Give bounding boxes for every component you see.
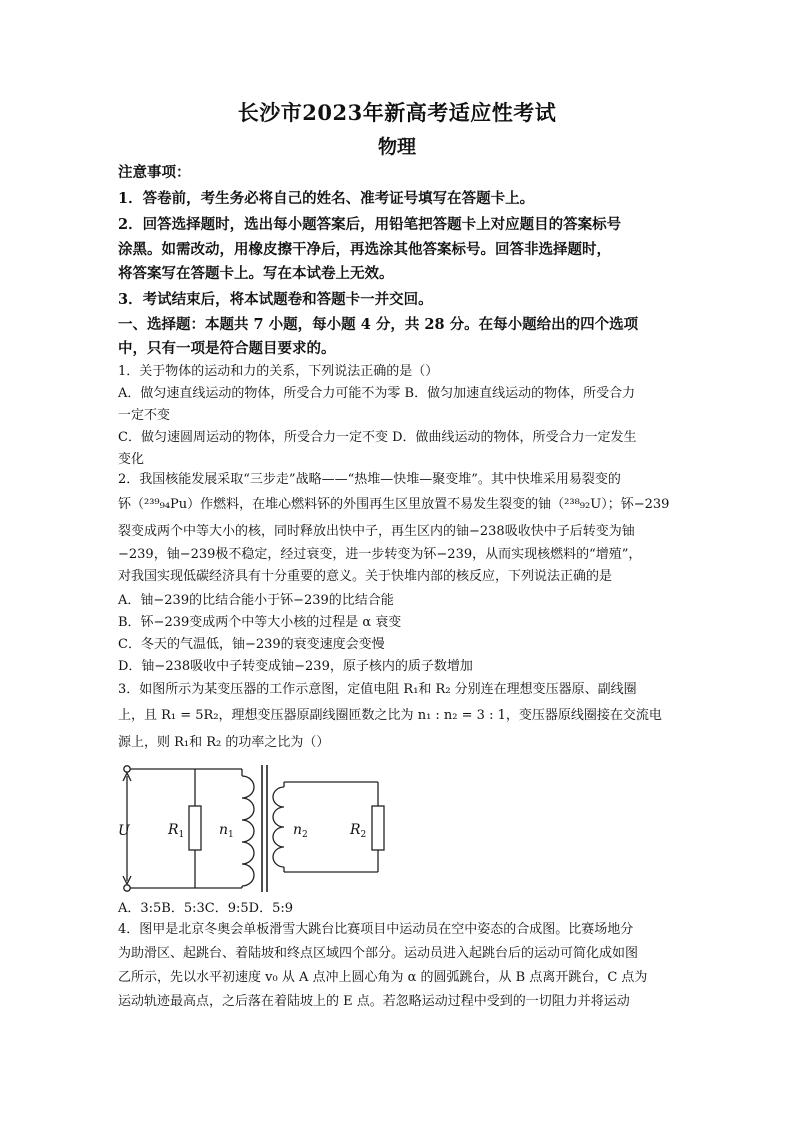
r2-label: $R_2$ xyxy=(350,822,367,840)
question-2-line: −239，铀−239极不稳定，经过衰变，进一步转变为钚−239，从而实现核燃料的“增殖”， xyxy=(118,547,642,562)
question-2-line: 2．我国核能发展采取“三步走”战略——“热堆—快堆—聚变堆”。其中快堆采用易裂变的 xyxy=(118,472,621,487)
question-4-line: 为助滑区、起跳台、着陆坡和终点区域四个部分。运动员进入起跳台后的运动可简化成如图 xyxy=(118,946,639,961)
question-3-line: 3．如图所示为某变压器的工作示意图，定值电阻 R₁和 R₂ 分别连在理想变压器原、副线圈 xyxy=(118,682,637,697)
question-2-line: 对我国实现低碳经济具有十分重要的意义。关于快堆内部的核反应，下列说法正确的是 xyxy=(118,569,613,584)
note-line: 涂黑。如需改动，用橡皮擦干净后，再选涂其他答案标号。回答非选择题时， xyxy=(118,241,611,258)
exam-title: 长沙市2023年新高考适应性考试 xyxy=(237,100,557,125)
section-heading: 中，只有一项是符合题目要求的。 xyxy=(118,340,336,357)
question-2-line: 钚（²³⁹₉₄Pu）作燃料，在堆心燃料钚的外围再生区里放置不易发生裂变的铀（²³⁸₉₂U）；钚−239 xyxy=(118,497,670,512)
primary-coil xyxy=(242,776,254,886)
question-4-line: 乙所示，先以水平初速度 v₀ 从 A 点冲上圆心角为 α 的圆弧跳台，从 B 点离开跳台，C 点为 xyxy=(118,970,648,985)
section-heading: 一、选择题：本题共 7 小题，每小题 4 分，共 28 分。在每小题给出的四个选项 xyxy=(118,316,639,333)
secondary-coil xyxy=(273,787,284,867)
resistor-r2 xyxy=(372,806,384,850)
question-2-line: 裂变成两个中等大小的核，同时释放出快中子，再生区内的铀−238吸收快中子后转变为铀 xyxy=(118,524,635,539)
n1-label: $n_1$ xyxy=(219,822,234,840)
question-2-option: B．钚−239变成两个中等大小核的过程是 α 衰变 xyxy=(118,615,402,630)
terminal-bottom xyxy=(124,885,130,891)
question-2-option: A．铀−239的比结合能小于钚−239的比结合能 xyxy=(118,593,394,608)
question-1-line: C．做匀速圆周运动的物体，所受合力一定不变 D．做曲线运动的物体，所受合力一定发生 xyxy=(118,430,637,445)
question-4-line: 4．图甲是北京冬奥会单板滑雪大跳台比赛项目中运动员在空中姿态的合成图。比赛场地分 xyxy=(118,922,634,937)
question-1-line: 一定不变 xyxy=(118,408,171,423)
question-1-stem: 1．关于物体的运动和力的关系，下列说法正确的是（） xyxy=(118,364,439,379)
question-3-line: 源上，则 R₁和 R₂ 的功率之比为（） xyxy=(118,735,330,750)
question-2-option: C．冬天的气温低，铀−239的衰变速度会变慢 xyxy=(118,637,385,652)
voltage-label: U xyxy=(118,823,130,839)
resistor-r1 xyxy=(189,806,201,850)
question-1-line: A．做匀速直线运动的物体，所受合力可能不为零 B．做匀加速直线运动的物体，所受合力 xyxy=(118,386,636,401)
notes-heading: 注意事项： xyxy=(118,164,191,181)
question-3-line: 上，且 R₁ = 5R₂，理想变压器原副线圈匝数之比为 n₁ : n₂ = 3 : 1，变压器原线圈接在交流电 xyxy=(118,708,662,723)
note-line: 1．答卷前，考生务必将自己的姓名、准考证号填写在答题卡上。 xyxy=(118,190,535,207)
note-line: 3．考试结束后，将本试题卷和答题卡一并交回。 xyxy=(118,291,433,308)
subject-title: 物理 xyxy=(377,136,416,158)
note-line: 2．回答选择题时，选出每小题答案后，用铅笔把答题卡上对应题目的答案标号 xyxy=(118,216,622,233)
question-2-option: D．铀−238吸收中子转变成铀−239，原子核内的质子数增加 xyxy=(118,659,473,674)
terminal-top xyxy=(124,766,130,772)
note-line: 将答案写在答题卡上。写在本试卷上无效。 xyxy=(118,265,394,282)
transformer-circuit-diagram xyxy=(118,762,398,897)
question-4-line: 运动轨迹最高点，之后落在着陆坡上的 E 点。若忽略运动过程中受到的一切阻力并将运动 xyxy=(118,994,630,1009)
n2-label: $n_2$ xyxy=(293,822,308,840)
question-3-options: A．3:5B．5:3C．9:5D．5:9 xyxy=(118,901,293,916)
question-1-line: 变化 xyxy=(118,452,145,467)
r1-label: $R_1$ xyxy=(168,822,185,840)
